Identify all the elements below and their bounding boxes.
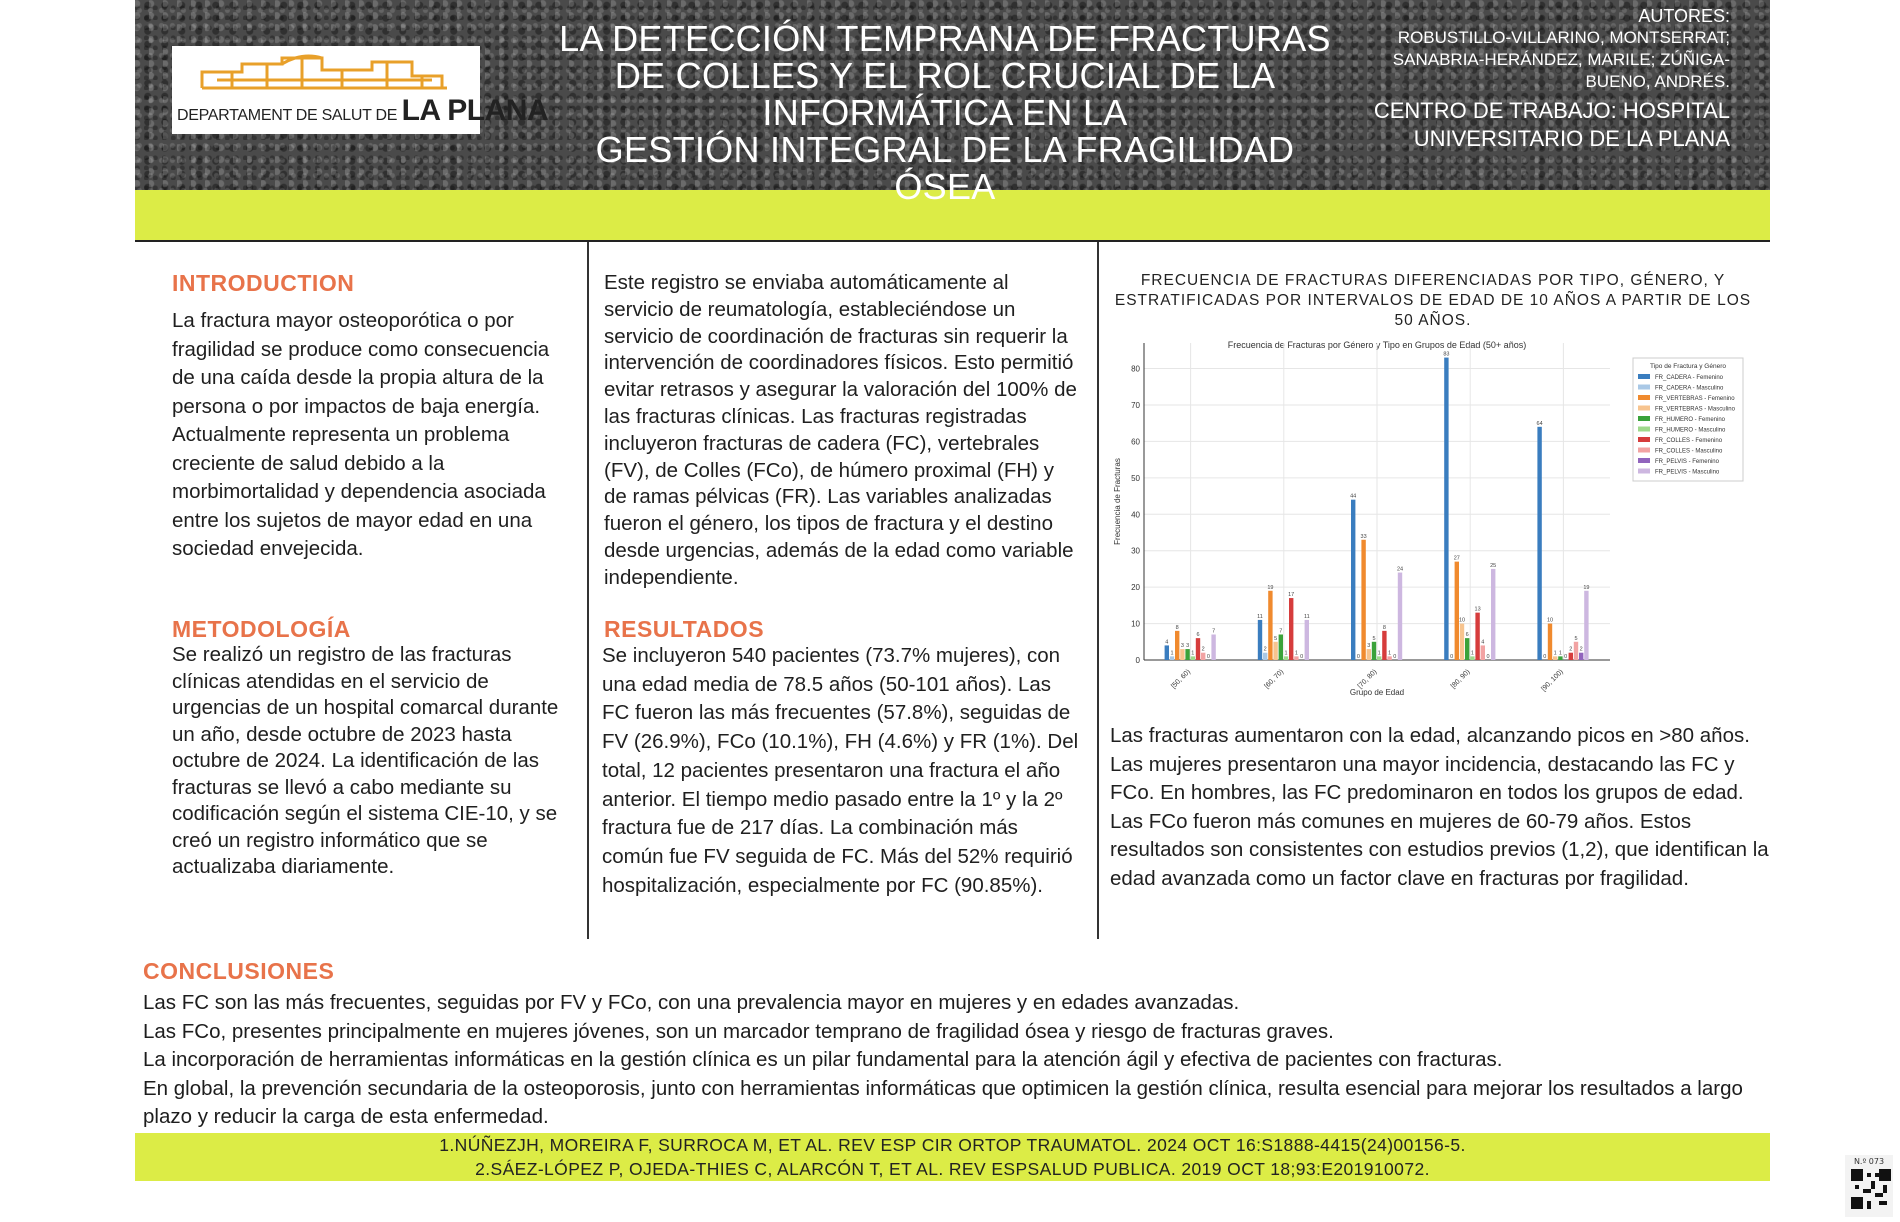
author-line: SANABRIA-HERÁNDEZ, MARILE; ZÚÑIGA- bbox=[1392, 50, 1730, 69]
authors-label: AUTORES: bbox=[1638, 6, 1730, 26]
logo-wordmark bbox=[177, 94, 548, 128]
bar-value-label: 3 bbox=[1186, 643, 1190, 650]
title-line: INFORMÁTICA EN LA bbox=[762, 92, 1128, 133]
chart-bar bbox=[1584, 591, 1588, 660]
chart-bar bbox=[1574, 642, 1578, 660]
bar-value-label: 7 bbox=[1212, 628, 1216, 635]
y-tick-label: 70 bbox=[1131, 400, 1140, 410]
chart-bar bbox=[1294, 656, 1298, 660]
chart-bar bbox=[1273, 642, 1277, 660]
x-tick-label: [90, 100) bbox=[1540, 668, 1565, 693]
bar-value-label: 2 bbox=[1263, 646, 1267, 653]
legend-swatch bbox=[1638, 416, 1650, 421]
chart-bar bbox=[1191, 656, 1195, 660]
chart-bar bbox=[1475, 613, 1479, 660]
legend-swatch bbox=[1638, 448, 1650, 453]
chart-bar bbox=[1165, 645, 1169, 660]
authors-names bbox=[1330, 27, 1730, 93]
conclusion-line: La incorporación de herramientas informáticas en la gestión clínica es un pilar fundamental para la atención ágil y efectiva de pacientes con fracturas. bbox=[143, 1048, 1503, 1071]
bar-value-label: 5 bbox=[1274, 635, 1278, 642]
column-divider bbox=[587, 242, 589, 939]
x-tick-label: [50, 60) bbox=[1170, 668, 1193, 691]
bar-value-label: 0 bbox=[1393, 654, 1397, 660]
chart-bar bbox=[1537, 427, 1541, 660]
introduction-heading: INTRODUCTION bbox=[172, 270, 355, 296]
chart-bar bbox=[1387, 656, 1391, 660]
chart-bar bbox=[1465, 638, 1469, 660]
bar-value-label: 5 bbox=[1574, 635, 1578, 642]
bar-value-label: 1 bbox=[1558, 650, 1562, 657]
bar-value-label: 27 bbox=[1453, 555, 1460, 562]
legend-title: Tipo de Fractura y Género bbox=[1650, 363, 1726, 370]
legend-swatch bbox=[1638, 458, 1650, 463]
legend-swatch bbox=[1638, 427, 1650, 432]
resultados-text: Se incluyeron 540 pacientes (73.7% mujeres), con una edad media de 78.5 años (50-101 años). Las FC fueron las más frecuentes (57.8%), seguidas de FV (26.9%), FCo (10.1%), FH (4.6%) y FR (1%). Del total, 12 pacientes presentaron una fractura el año anterior. El tiempo medio pasado entre la 1º y la 2º fractura fue de 217 días. La combinación más común fue FV seguida de FC. Más del 52% requirió hospitalización, especialmente por FC (90.85%). bbox=[602, 644, 1079, 897]
chart-title: Frecuencia de Fracturas por Género y Tipo en Grupos de Edad (50+ años) bbox=[1227, 340, 1527, 350]
legend-entry: FR_HUMERO - Femenino bbox=[1655, 417, 1726, 423]
author-line: ROBUSTILLO-VILLARINO, MONTSERRAT; bbox=[1397, 28, 1730, 47]
bar-value-label: 1 bbox=[1284, 650, 1288, 657]
legend-entry: FR_HUMERO - Masculino bbox=[1655, 427, 1726, 434]
chart-bar bbox=[1305, 620, 1309, 660]
bar-value-label: 6 bbox=[1465, 632, 1469, 639]
bar-value-label: 4 bbox=[1481, 639, 1485, 646]
legend-swatch bbox=[1638, 374, 1650, 379]
chart-bar bbox=[1398, 573, 1402, 660]
author-line: BUENO, ANDRÉS. bbox=[1585, 72, 1730, 91]
bar-value-label: 2 bbox=[1201, 646, 1205, 653]
x-axis-label: Grupo de Edad bbox=[1349, 688, 1405, 697]
chart-bar bbox=[1289, 598, 1293, 660]
bar-value-label: 33 bbox=[1360, 533, 1367, 540]
chart-bar bbox=[1377, 656, 1381, 660]
x-tick-label: [80, 90) bbox=[1449, 668, 1472, 691]
authors-block bbox=[1330, 6, 1730, 153]
legend-swatch bbox=[1638, 385, 1650, 390]
conclusion-line: En global, la prevención secundaria de la osteoporosis, junto con herramientas informáticas que optimicen la gestión clínica, resulta esencial para mejorar los resultados a largo plazo y reducir la carga de esta enfermedad. bbox=[143, 1076, 1743, 1128]
y-tick-label: 60 bbox=[1131, 437, 1140, 447]
chart-bar bbox=[1268, 591, 1272, 660]
bar-value-label: 19 bbox=[1583, 584, 1590, 591]
bar-value-label: 1 bbox=[1191, 650, 1195, 657]
chart-bar bbox=[1553, 656, 1557, 660]
y-tick-label: 40 bbox=[1131, 510, 1140, 520]
reference-line: 2.SÁEZ-LÓPEZ P, OJEDA-THIES C, ALARCÓN T, ET AL. REV ESPSALUD PUBLICA. 2019 OCT 18;93:E201910072. bbox=[475, 1159, 1430, 1179]
resultados-heading: RESULTADOS bbox=[604, 616, 765, 642]
y-axis-label: Frecuencia de Fracturas bbox=[1113, 458, 1122, 545]
bar-value-label: 1 bbox=[1388, 650, 1392, 657]
bar-value-label: 25 bbox=[1490, 562, 1497, 569]
chart-bar bbox=[1175, 631, 1179, 660]
bar-value-label: 11 bbox=[1257, 613, 1263, 620]
legend-entry: FR_PELVIS - Femenino bbox=[1655, 459, 1719, 465]
conclusiones-heading: CONCLUSIONES bbox=[143, 958, 335, 984]
y-tick-label: 20 bbox=[1131, 583, 1140, 593]
bar-value-label: 1 bbox=[1377, 650, 1381, 657]
legend-entry: FR_CADERA - Masculino bbox=[1655, 385, 1724, 392]
bar-value-label: 7 bbox=[1279, 628, 1283, 635]
chart-bar bbox=[1211, 634, 1215, 660]
bar-value-label: 1 bbox=[1553, 650, 1557, 657]
logo-big-text: LA PLANA bbox=[401, 94, 549, 127]
bar-value-label: 1 bbox=[1294, 650, 1298, 657]
chart-bar bbox=[1196, 638, 1200, 660]
bar-value-label: 1 bbox=[1470, 650, 1474, 657]
legend-swatch bbox=[1638, 437, 1650, 442]
chart-bar bbox=[1351, 500, 1355, 660]
chart-bar bbox=[1263, 653, 1267, 660]
conclusion-line: Las FCo, presentes principalmente en mujeres jóvenes, son un marcador temprano de fragilidad ósea y riesgo de fracturas graves. bbox=[143, 1019, 1334, 1043]
title-line: LA DETECCIÓN TEMPRANA DE FRACTURAS bbox=[559, 18, 1331, 59]
bar-value-label: 83 bbox=[1443, 351, 1450, 358]
bar-value-label: 3 bbox=[1180, 643, 1184, 650]
bar-value-label: 24 bbox=[1396, 566, 1404, 573]
bar-value-label: 4 bbox=[1165, 639, 1169, 646]
chart-bar bbox=[1455, 562, 1459, 660]
reference-line: 1.NÚÑEZJH, MOREIRA F, SURROCA M, ET AL. REV ESP CIR ORTOP TRAUMATOL. 2024 OCT 16:S1888-4415(24)00156-5. bbox=[439, 1135, 1466, 1155]
chart-bar bbox=[1372, 642, 1376, 660]
bar-value-label: 8 bbox=[1382, 624, 1386, 631]
chart-bar bbox=[1548, 624, 1552, 660]
references-band bbox=[135, 1133, 1770, 1181]
bar-value-label: 0 bbox=[1543, 654, 1547, 660]
work-center-line: UNIVERSITARIO DE LA PLANA bbox=[1413, 126, 1730, 151]
header-divider bbox=[135, 240, 1770, 242]
chart-bar bbox=[1444, 358, 1448, 660]
legend-swatch bbox=[1638, 469, 1650, 474]
methods-continued-text: Este registro se enviaba automáticamente al servicio de reumatología, estableciéndose un servicio de coordinación de fracturas sin requerir la intervención de coordinadores físicos. Esto permitió evitar retrasos y asegurar la valoración del 100% de las fracturas clínicas. Las fracturas registradas incluyeron fracturas de cadera (FC), vertebrales (FV), de Colles (FCo), de húmero proximal (FH) y de ramas pélvicas (FR). Las variables analizadas fueron el género, los tipos de fractura y el destino desde urgencias, además de la edad como variable independiente. bbox=[604, 271, 1077, 589]
department-logo bbox=[172, 46, 549, 134]
chart-bar bbox=[1470, 656, 1474, 660]
x-tick-label: [70, 80) bbox=[1356, 668, 1379, 691]
chart-bar bbox=[1481, 645, 1485, 660]
qr-code-icon bbox=[1851, 1169, 1891, 1209]
work-center-line: CENTRO DE TRABAJO: HOSPITAL bbox=[1373, 98, 1730, 123]
legend-swatch bbox=[1638, 406, 1650, 411]
legend-entry: FR_COLLES - Femenino bbox=[1655, 438, 1723, 444]
bar-value-label: 0 bbox=[1564, 654, 1568, 660]
chart-bar bbox=[1579, 653, 1583, 660]
metodologia-text: Se realizó un registro de las fracturas clínicas atendidas en el servicio de urgencias de un hospital comarcal durante un año, desde octubre de 2023 hasta octubre de 2024. La identificación de las fracturas se llevó a cabo mediante su codificación según el sistema CIE-10, y se creó un registro informático que se actualizaba diariamente. bbox=[172, 643, 559, 878]
y-tick-label: 30 bbox=[1131, 546, 1140, 556]
bar-value-label: 3 bbox=[1367, 643, 1371, 650]
chart-bar bbox=[1185, 649, 1189, 660]
chart-caption: FRECUENCIA DE FRACTURAS DIFERENCIADAS POR TIPO, GÉNERO, Y ESTRATIFICADAS POR INTERVALOS DE EDAD DE 10 AÑOS A PARTIR DE LOS 50 AÑOS. bbox=[1114, 272, 1752, 329]
chart-bar bbox=[1367, 649, 1371, 660]
introduction-text: La fractura mayor osteoporótica o por fragilidad se produce como consecuencia de una caída desde la propia altura de la persona o por impactos de baja energía. Actualmente representa un problema creciente de salud debido a la morbimortalidad y dependencia asociada entre los sujetos de mayor edad en una sociedad envejecida. bbox=[172, 309, 550, 560]
bar-value-label: 17 bbox=[1288, 592, 1295, 599]
title-line: DE COLLES Y EL ROL CRUCIAL DE LA bbox=[614, 55, 1276, 96]
hospital-building-icon bbox=[172, 50, 480, 100]
legend-entry: FR_COLLES - Masculino bbox=[1655, 448, 1723, 455]
conclusiones-text bbox=[143, 989, 1763, 1132]
metodologia-heading: METODOLOGÍA bbox=[172, 616, 351, 642]
chart-bar bbox=[1382, 631, 1386, 660]
qr-code-block[interactable] bbox=[1845, 1155, 1893, 1217]
bar-value-label: 11 bbox=[1303, 613, 1310, 620]
chart-bar bbox=[1491, 569, 1495, 660]
bar-value-label: 0 bbox=[1486, 654, 1490, 660]
bar-value-label: 2 bbox=[1579, 646, 1583, 653]
bar-value-label: 10 bbox=[1458, 617, 1466, 624]
bar-value-label: 0 bbox=[1206, 654, 1210, 660]
title-line: GESTIÓN INTEGRAL DE LA FRAGILIDAD ÓSEA bbox=[595, 129, 1295, 207]
chart-bar bbox=[1170, 656, 1174, 660]
column-divider bbox=[1097, 242, 1099, 939]
bar-value-label: 64 bbox=[1536, 420, 1543, 427]
chart-bar bbox=[1279, 634, 1283, 660]
chart-bar bbox=[1284, 656, 1288, 660]
y-tick-label: 80 bbox=[1131, 364, 1140, 374]
chart-bar bbox=[1460, 624, 1464, 660]
bar-value-label: 2 bbox=[1569, 646, 1573, 653]
discussion-text: Las fracturas aumentaron con la edad, alcanzando picos en >80 años. Las mujeres presentaron una mayor incidencia, destacando las FC y FCo. En hombres, las FC predominaron en todos los grupos de edad. Las FCo fueron más comunes en mujeres de 60-79 años. Estos resultados son consistentes con estudios previos (1,2), que identifican la edad avanzada como un factor clave en fracturas por fragilidad. bbox=[1110, 724, 1769, 890]
legend-entry: FR_CADERA - Femenino bbox=[1655, 375, 1724, 381]
legend-entry: FR_VERTEBRAS - Femenino bbox=[1655, 396, 1735, 402]
bar-value-label: 0 bbox=[1356, 654, 1360, 660]
bar-value-label: 0 bbox=[1300, 654, 1304, 660]
chart-bar bbox=[1180, 649, 1184, 660]
x-tick-label: [60, 70) bbox=[1263, 668, 1286, 691]
legend-entry: FR_PELVIS - Masculino bbox=[1655, 469, 1720, 476]
bar-value-label: 8 bbox=[1175, 624, 1179, 631]
bar-value-label: 19 bbox=[1267, 584, 1274, 591]
chart-bar bbox=[1558, 656, 1562, 660]
y-tick-label: 50 bbox=[1131, 473, 1140, 483]
bar-value-label: 13 bbox=[1474, 606, 1481, 613]
y-tick-label: 10 bbox=[1131, 619, 1140, 629]
bar-value-label: 44 bbox=[1350, 493, 1357, 500]
chart-bar bbox=[1258, 620, 1262, 660]
work-center bbox=[1330, 97, 1730, 153]
y-tick-label: 0 bbox=[1135, 656, 1140, 665]
bar-value-label: 10 bbox=[1546, 617, 1554, 624]
chart-bar bbox=[1361, 540, 1365, 660]
legend-swatch bbox=[1638, 395, 1650, 400]
bar-value-label: 6 bbox=[1196, 632, 1200, 639]
qr-number: N.º 073 bbox=[1853, 1157, 1885, 1166]
bar-value-label: 5 bbox=[1372, 635, 1376, 642]
chart-bar bbox=[1569, 653, 1573, 660]
bar-value-label: 1 bbox=[1170, 650, 1174, 657]
bar-value-label: 0 bbox=[1450, 654, 1454, 660]
poster-title bbox=[540, 20, 1350, 205]
conclusion-line: Las FC son las más frecuentes, seguidas por FV y FCo, con una prevalencia mayor en mujeres y en edades avanzadas. bbox=[143, 991, 1240, 1014]
fracture-frequency-chart bbox=[1108, 335, 1758, 697]
legend-entry: FR_VERTEBRAS - Masculino bbox=[1655, 406, 1735, 413]
chart-bar bbox=[1201, 653, 1205, 660]
logo-small-text: DEPARTAMENT DE SALUT DE bbox=[177, 107, 398, 124]
